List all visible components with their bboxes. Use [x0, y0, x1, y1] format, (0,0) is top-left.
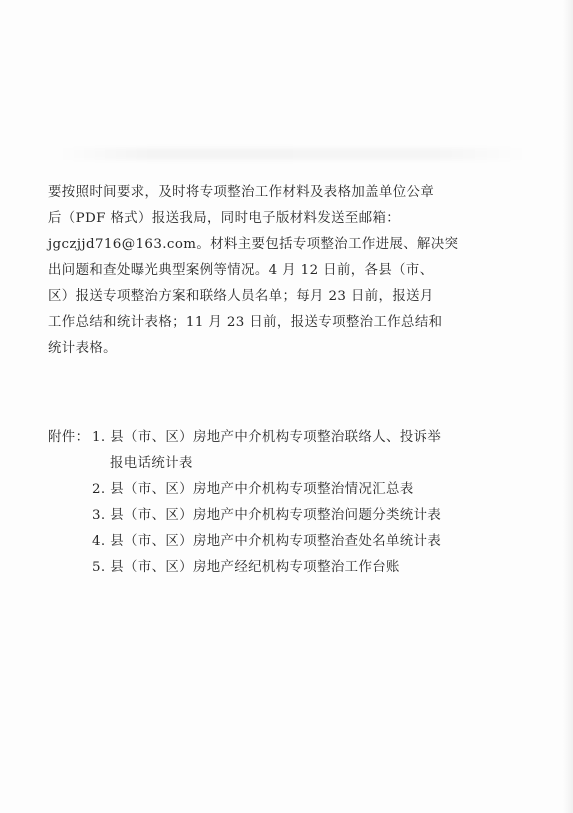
- paragraph-line: 要按照时间要求，及时将专项整治工作材料及表格加盖单位公章: [48, 185, 435, 200]
- paragraph-line: jgczjjd716@163.com。材料主要包括专项整治工作进展、解决突: [48, 237, 459, 252]
- attachment-item: [48, 425, 518, 451]
- attachment-text: 1. 县（市、区）房地产中介机构专项整治联络人、投诉举: [92, 430, 442, 445]
- attachment-text: 5. 县（市、区）房地产经纪机构专项整治工作台账: [92, 560, 400, 575]
- page-edge-shadow: [563, 0, 573, 813]
- attachment-text: 报电话统计表: [110, 456, 193, 471]
- attachment-item: [48, 503, 518, 529]
- attachment-item: [48, 477, 518, 503]
- paragraph-line: 后（PDF 格式）报送我局，同时电子版材料发送至邮箱：: [48, 211, 401, 226]
- paragraph-line: 出问题和查处曝光典型案例等情况。4 月 12 日前，各县（市、: [48, 263, 434, 278]
- body-paragraph: [48, 180, 508, 362]
- paragraph-line: 区）报送专项整治方案和联络人员名单；每月 23 日前，报送月: [48, 289, 434, 304]
- attachment-item: [48, 555, 518, 581]
- attachments-label: 附件：: [48, 430, 90, 445]
- scan-artifact: [58, 148, 528, 160]
- attachments-list: [48, 425, 518, 581]
- attachment-text: 3. 县（市、区）房地产中介机构专项整治问题分类统计表: [92, 508, 442, 523]
- attachment-item: [48, 529, 518, 555]
- paragraph-line: 工作总结和统计表格；11 月 23 日前，报送专项整治工作总结和: [48, 315, 443, 330]
- attachment-text: 4. 县（市、区）房地产中介机构专项整治查处名单统计表: [92, 534, 442, 549]
- attachment-text: 2. 县（市、区）房地产中介机构专项整治情况汇总表: [92, 482, 414, 497]
- paragraph-line: 统计表格。: [48, 341, 117, 356]
- attachment-item-continuation: [48, 451, 518, 477]
